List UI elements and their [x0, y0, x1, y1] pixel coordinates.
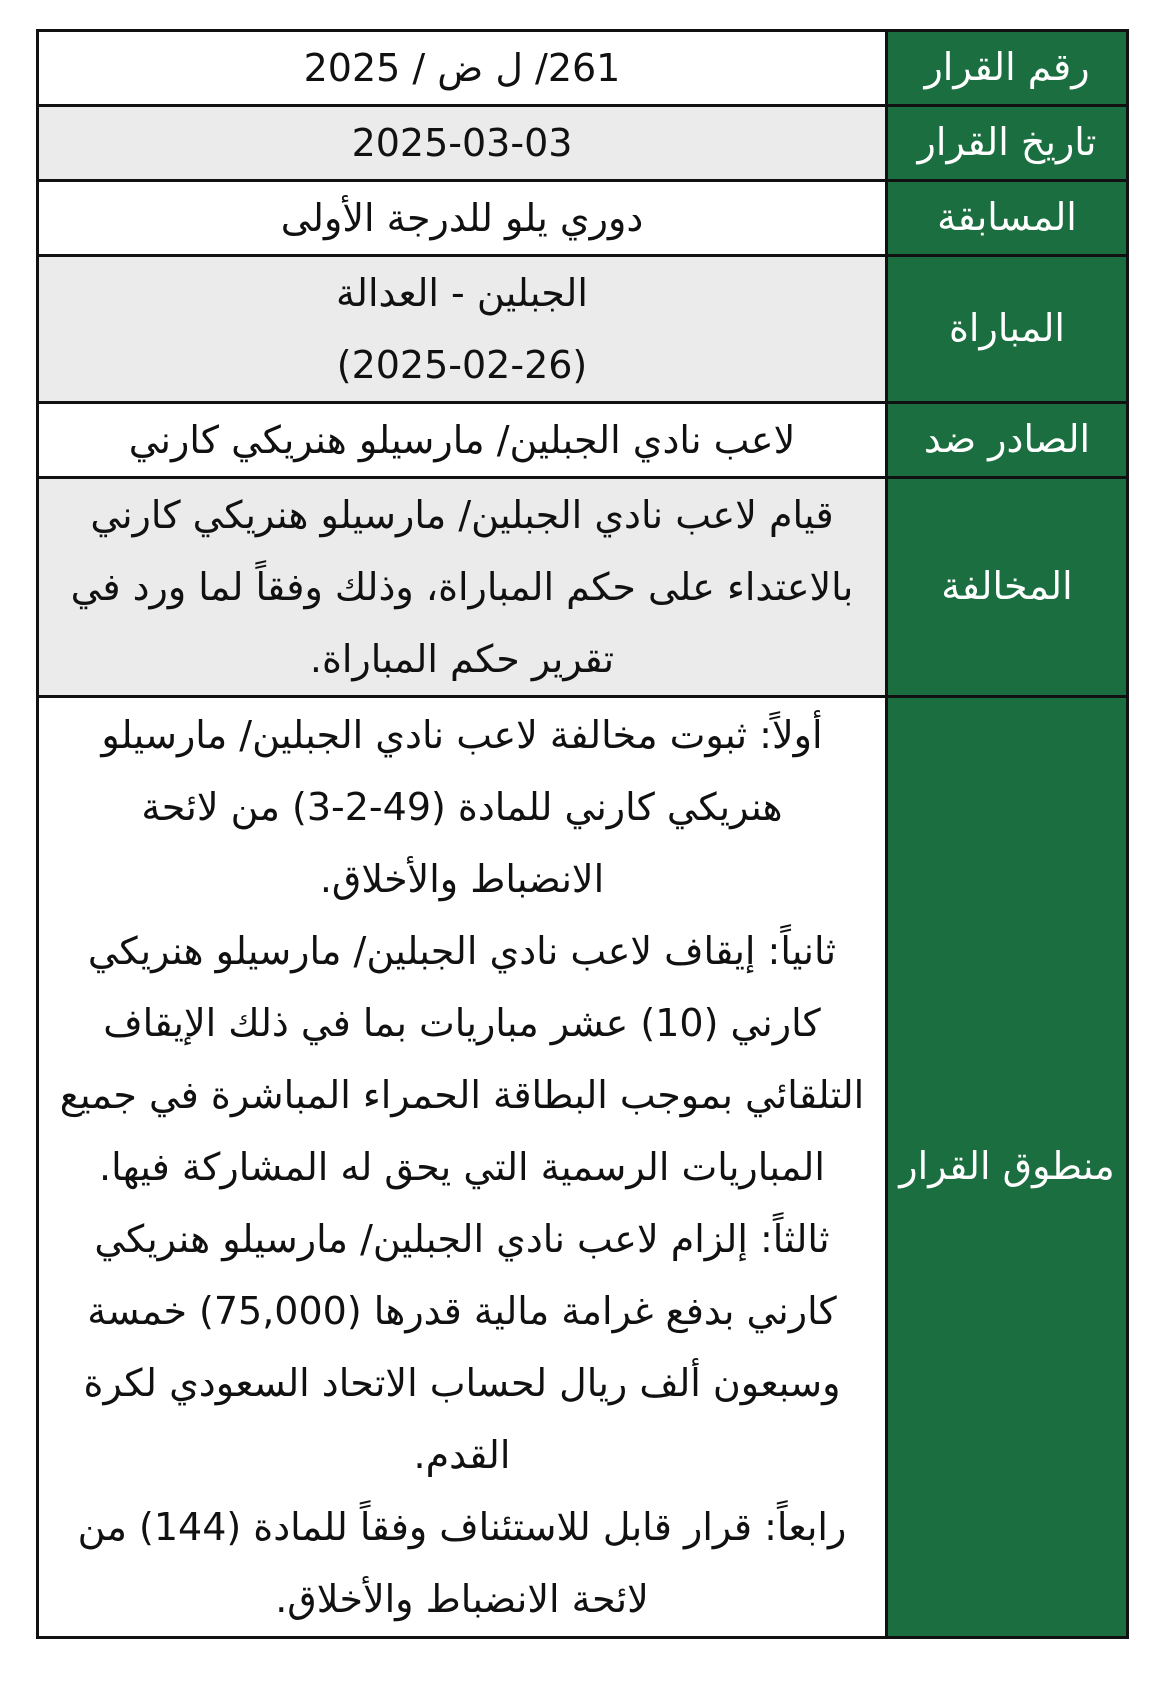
label-decision-number: رقم القرار [887, 31, 1128, 106]
decision-number-text: 261/ ل ض / 2025 [303, 46, 621, 90]
competition-text: دوري يلو للدرجة الأولى [280, 196, 644, 240]
operative-line: كارني (10) عشر مباريات بما في ذلك الإيقاف [103, 1001, 821, 1045]
violation-line: بالاعتداء على حكم المباراة، وذلك وفقاً لما ورد في [70, 565, 854, 609]
row-decision-date [38, 106, 1128, 181]
operative-line: كارني بدفع غرامة مالية قدرها (75,000) خمسة [87, 1289, 837, 1333]
row-match [38, 256, 1128, 403]
label-violation: المخالفة [887, 478, 1128, 697]
label-issued-against: الصادر ضد [887, 403, 1128, 478]
row-competition [38, 181, 1128, 256]
row-decision-operative [38, 697, 1128, 1638]
match-date: (2025-02-26) [336, 343, 588, 387]
value-decision-date [38, 106, 887, 181]
row-issued-against [38, 403, 1128, 478]
operative-line: القدم. [413, 1433, 511, 1477]
operative-line: وسبعون ألف ريال لحساب الاتحاد السعودي لكرة [83, 1361, 841, 1405]
operative-line: الانضباط والأخلاق. [319, 857, 605, 901]
match-teams: الجبلين - العدالة [336, 271, 588, 315]
operative-line: ثانياً: إيقاف لاعب نادي الجبلين/ مارسيلو هنريكي [87, 929, 837, 973]
operative-line: رابعاً: قرار قابل للاستئناف وفقاً للمادة (144) من [77, 1505, 847, 1549]
issued-against-text: لاعب نادي الجبلين/ مارسيلو هنريكي كارني [128, 418, 796, 462]
label-competition: المسابقة [887, 181, 1128, 256]
operative-line: هنريكي كارني للمادة (49-2-3) من لائحة [141, 785, 783, 829]
value-match [38, 256, 887, 403]
operative-line: التلقائي بموجب البطاقة الحمراء المباشرة في جميع [59, 1073, 865, 1117]
row-decision-number [38, 31, 1128, 106]
violation-line: قيام لاعب نادي الجبلين/ مارسيلو هنريكي كارني [90, 493, 834, 537]
value-decision-operative [38, 697, 887, 1638]
operative-line: المباريات الرسمية التي يحق له المشاركة فيها. [99, 1145, 825, 1189]
operative-line: أولاً: ثبوت مخالفة لاعب نادي الجبلين/ مارسيلو [101, 713, 823, 757]
value-violation [38, 478, 887, 697]
value-decision-number [38, 31, 887, 106]
label-decision-date: تاريخ القرار [887, 106, 1128, 181]
decision-table [36, 29, 1129, 1639]
value-competition [38, 181, 887, 256]
decision-date-text: 2025-03-03 [351, 121, 573, 165]
label-match: المباراة [887, 256, 1128, 403]
operative-line: ثالثاً: إلزام لاعب نادي الجبلين/ مارسيلو هنريكي [94, 1217, 830, 1261]
label-decision-operative: منطوق القرار [887, 697, 1128, 1638]
value-issued-against [38, 403, 887, 478]
violation-line: تقرير حكم المباراة. [309, 637, 615, 681]
operative-line: لائحة الانضباط والأخلاق. [275, 1577, 649, 1621]
row-violation [38, 478, 1128, 697]
